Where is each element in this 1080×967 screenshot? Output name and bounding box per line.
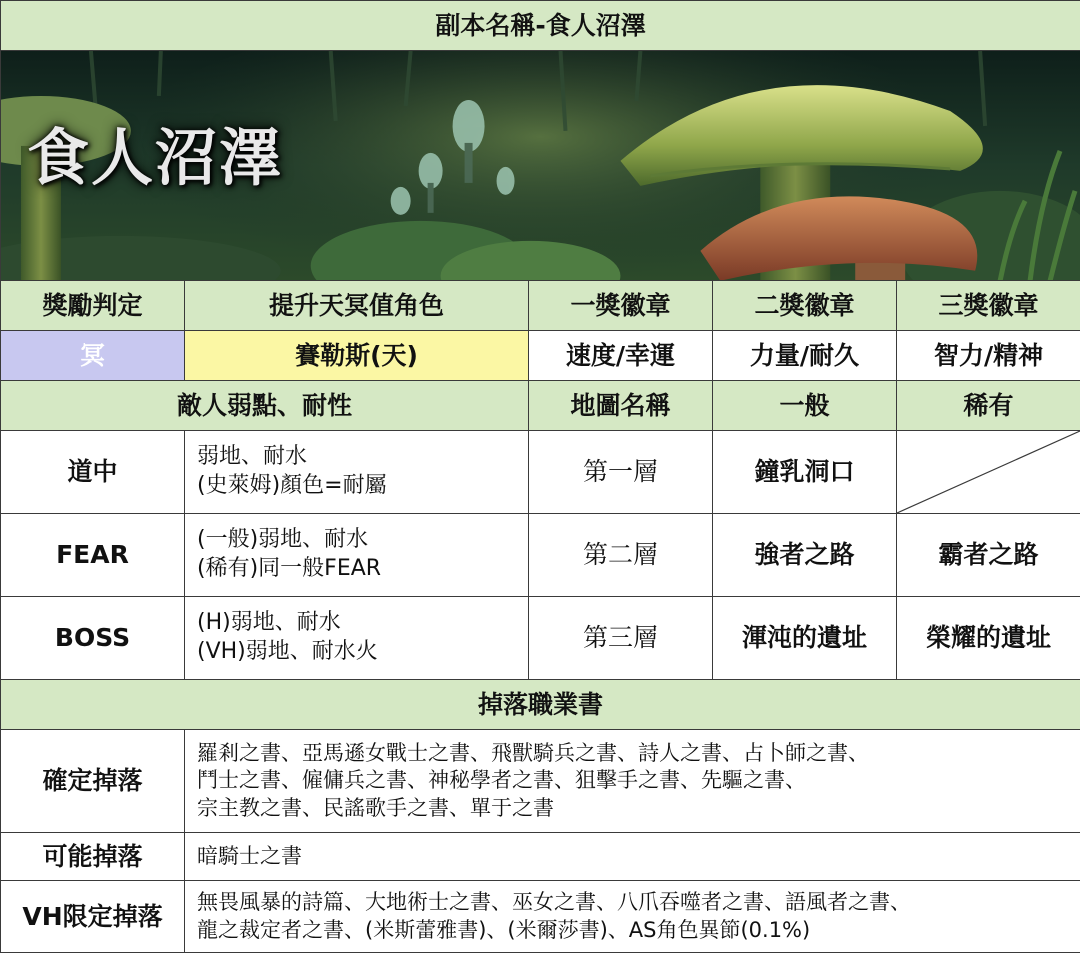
book-line: 宗主教之書、民謠歌手之書、單于之書	[197, 795, 554, 820]
weakness-line: (VH)弱地、耐水火	[197, 639, 378, 664]
banner-image	[1, 51, 1080, 281]
enemy-row-normal: 渾沌的遺址	[713, 597, 897, 680]
header-rare: 稀有	[897, 381, 1080, 431]
drop-row-books	[185, 730, 1080, 833]
enemy-row	[1, 597, 1080, 680]
enemy-row-normal: 鐘乳洞口	[713, 431, 897, 514]
header-boost-role: 提升天冥值角色	[185, 281, 529, 331]
book-line: 鬥士之書、僱傭兵之書、神秘學者之書、狙擊手之書、先驅之書、	[197, 768, 806, 793]
header-weakness: 敵人弱點、耐性	[1, 381, 529, 431]
drop-row-label: VH限定掉落	[1, 881, 185, 953]
drop-row-label: 可能掉落	[1, 833, 185, 881]
enemy-row-label: 道中	[1, 431, 185, 514]
enemy-row-weakness	[185, 514, 529, 597]
drops-header: 掉落職業書	[1, 680, 1080, 730]
enemy-row	[1, 431, 1080, 514]
weakness-line: (H)弱地、耐水	[197, 610, 341, 636]
enemy-row-map: 第二層	[529, 514, 713, 597]
enemy-row-map: 第三層	[529, 597, 713, 680]
enemy-row-label: BOSS	[1, 597, 185, 680]
enemy-row-rare: 榮耀的遺址	[897, 597, 1080, 680]
enemy-row-weakness	[185, 431, 529, 514]
book-line: 龍之裁定者之書、(米斯蕾雅書)、(米爾莎書)、AS角色異節(0.1%)	[197, 917, 811, 942]
drop-row-books	[185, 833, 1080, 881]
reward-judge-value: 冥	[1, 331, 185, 381]
header-reward-judge: 獎勵判定	[1, 281, 185, 331]
boost-role-value: 賽勒斯(天)	[185, 331, 529, 381]
drop-row-label: 確定掉落	[1, 730, 185, 833]
header-badge3: 三獎徽章	[897, 281, 1080, 331]
drop-row	[1, 833, 1080, 881]
weakness-line: (史萊姆)顏色=耐屬	[197, 473, 387, 498]
enemy-row-rare-empty	[897, 431, 1080, 514]
header-badge1: 一獎徽章	[529, 281, 713, 331]
weakness-line: (稀有)同一般FEAR	[197, 556, 382, 581]
enemy-row-weakness	[185, 597, 529, 680]
weakness-line: (一般)弱地、耐水	[197, 527, 369, 553]
drop-row-books	[185, 881, 1080, 953]
book-line: 無畏風暴的詩篇、大地術士之書、巫女之書、八爪吞噬者之書、語風者之書、	[197, 890, 911, 915]
banner-title-text: 食人沼澤	[27, 121, 284, 194]
badge3-value: 智力/精神	[897, 331, 1080, 381]
book-line: 羅剎之書、亞馬遜女戰士之書、飛獸騎兵之書、詩人之書、占卜師之書、	[197, 741, 869, 766]
enemy-row-rare: 霸者之路	[897, 514, 1080, 597]
book-line: 暗騎士之書	[197, 843, 302, 868]
header-map-name: 地圖名稱	[529, 381, 713, 431]
enemy-row-label: FEAR	[1, 514, 185, 597]
drop-row	[1, 881, 1080, 953]
header-normal: 一般	[713, 381, 897, 431]
enemy-row	[1, 514, 1080, 597]
enemy-row-normal: 強者之路	[713, 514, 897, 597]
header-badge2: 二獎徽章	[713, 281, 897, 331]
weakness-line: 弱地、耐水	[197, 444, 308, 470]
enemy-row-map: 第一層	[529, 431, 713, 514]
badge2-value: 力量/耐久	[713, 331, 897, 381]
dungeon-title: 副本名稱-食人沼澤	[1, 1, 1080, 51]
badge1-value: 速度/幸運	[529, 331, 713, 381]
drop-row	[1, 730, 1080, 833]
diagonal-slash	[897, 431, 1080, 513]
